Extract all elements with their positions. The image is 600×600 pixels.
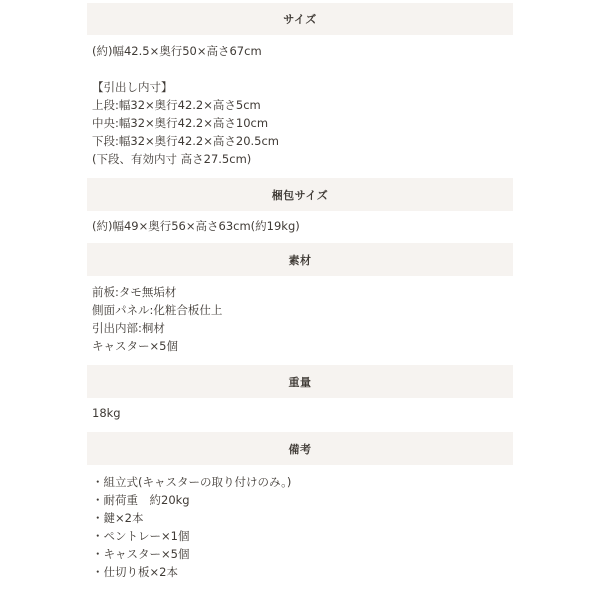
- size-line: 上段:幅32×奥行42.2×高さ5cm: [92, 98, 261, 112]
- material-line: 側面パネル:化粧合板仕上: [92, 303, 223, 317]
- section-size-header: サイズ: [87, 3, 513, 35]
- section-material-body: [87, 276, 513, 365]
- weight-line: 18kg: [92, 406, 121, 420]
- section-material-header: 素材: [87, 243, 513, 276]
- size-line: 下段:幅32×奥行42.2×高さ20.5cm: [92, 134, 280, 148]
- size-line: (下段、有効内寸 高さ27.5cm): [92, 152, 252, 166]
- material-line: キャスター×5個: [92, 339, 178, 353]
- size-line: 【引出し内寸】: [92, 80, 173, 94]
- section-notes-header: 備考: [87, 432, 513, 465]
- notes-line: ・キャスター×5個: [92, 547, 190, 561]
- section-size: [87, 3, 513, 178]
- section-notes: [87, 432, 513, 581]
- package-size-line: (約)幅49×奥行56×高さ63cm(約19kg): [92, 219, 300, 233]
- section-size-body: [87, 35, 513, 178]
- notes-line: ・組立式(キャスターの取り付けのみ。): [92, 475, 292, 489]
- notes-line: ・耐荷重 約20kg: [92, 493, 190, 507]
- size-spacer: [92, 60, 513, 78]
- spec-table: [87, 3, 513, 581]
- section-package-size-header: 梱包サイズ: [87, 178, 513, 211]
- notes-line: ・仕切り板×2本: [92, 565, 178, 579]
- section-package-size: [87, 178, 513, 243]
- section-weight: [87, 365, 513, 432]
- notes-line: ・鍵×2本: [92, 511, 144, 525]
- section-material: [87, 243, 513, 365]
- section-package-size-body: [87, 211, 513, 243]
- size-line: 中央:幅32×奥行42.2×高さ10cm: [92, 116, 269, 130]
- material-line: 引出内部:桐材: [92, 321, 165, 335]
- size-line: (約)幅42.5×奥行50×高さ67cm: [92, 44, 262, 58]
- section-weight-header: 重量: [87, 365, 513, 398]
- notes-line: ・ペントレー×1個: [92, 529, 190, 543]
- material-line: 前板:タモ無垢材: [92, 285, 177, 299]
- section-notes-body: [87, 465, 513, 581]
- section-weight-body: [87, 398, 513, 432]
